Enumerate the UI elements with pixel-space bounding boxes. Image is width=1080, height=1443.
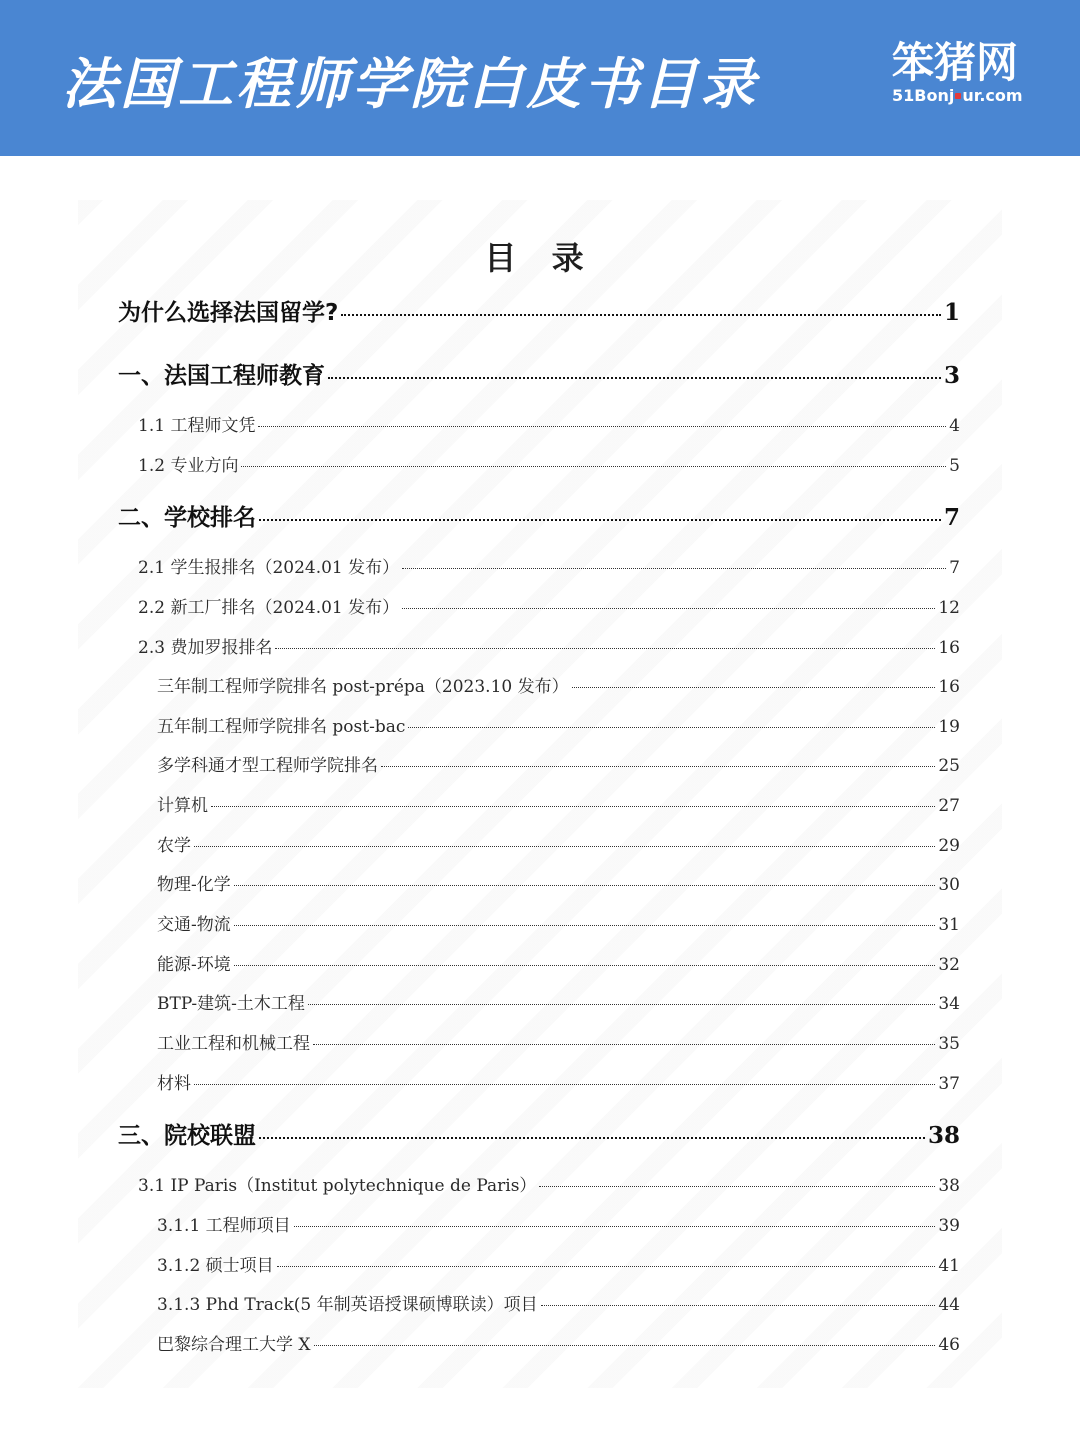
toc-entry-label: 2.3 费加罗报排名 — [138, 638, 273, 658]
toc-entry-label: 2.1 学生报排名（2024.01 发布） — [138, 558, 400, 578]
toc-entry-label: 3.1.2 硕士项目 — [157, 1256, 274, 1276]
toc-entry-page: 35 — [938, 1034, 960, 1054]
toc-entry-label: 巴黎综合理工大学 X — [157, 1335, 311, 1355]
dot-leader — [277, 1266, 936, 1267]
toc-entry[interactable] — [157, 712, 960, 737]
toc-entry-label: BTP-建筑-土木工程 — [157, 994, 305, 1014]
toc-entry[interactable] — [138, 451, 960, 476]
toc-entry[interactable] — [157, 1211, 960, 1236]
toc-entry-label: 3.1.1 工程师项目 — [157, 1216, 291, 1236]
toc-entry-page: 25 — [938, 756, 960, 776]
logo-chinese-text: 笨猪网 — [892, 38, 1019, 87]
toc-entry[interactable] — [157, 989, 960, 1014]
toc-entry-label: 物理-化学 — [157, 875, 231, 895]
toc-entry-page: 38 — [927, 1122, 960, 1149]
toc-entry[interactable] — [118, 1117, 960, 1150]
dot-leader — [234, 925, 936, 926]
toc-entry-page: 27 — [938, 796, 960, 816]
toc-entry-label: 1.1 工程师文凭 — [138, 416, 256, 436]
toc-entry-label: 为什么选择法国留学? — [118, 300, 339, 326]
dot-leader — [259, 1137, 925, 1139]
toc-entry[interactable] — [138, 1171, 960, 1196]
dot-leader — [234, 885, 936, 886]
dot-leader — [541, 1305, 936, 1306]
toc-entry-label: 3.1 IP Paris（Institut polytechnique de Paris） — [138, 1176, 537, 1196]
toc-entry-page: 44 — [938, 1295, 960, 1315]
toc-entry-page: 7 — [949, 558, 960, 578]
toc-entry[interactable] — [157, 672, 960, 697]
page-title: 法国工程师学院白皮书目录 — [62, 52, 759, 116]
dot-leader — [381, 766, 935, 767]
toc-entry-label: 多学科通才型工程师学院排名 — [157, 756, 378, 776]
toc-entry[interactable] — [138, 553, 960, 578]
toc-entry[interactable] — [157, 751, 960, 776]
toc-entry-page: 39 — [938, 1216, 960, 1236]
toc-entry[interactable] — [157, 791, 960, 816]
toc-entry-page: 16 — [938, 638, 960, 658]
toc-entry-page: 1 — [943, 299, 960, 326]
toc-entry-label: 二、学校排名 — [118, 505, 256, 531]
toc-entry[interactable] — [157, 1029, 960, 1054]
toc-entry[interactable] — [118, 357, 960, 390]
toc-entry-page: 29 — [938, 836, 960, 856]
toc-entry-page: 30 — [938, 875, 960, 895]
toc-entry-page: 12 — [938, 598, 960, 618]
toc-entry-label: 农学 — [157, 836, 191, 856]
logo-url-part2: ur.com — [962, 86, 1023, 105]
dot-leader — [259, 519, 941, 521]
toc-entry-page: 46 — [938, 1335, 960, 1355]
dot-leader — [241, 466, 946, 467]
toc-entry[interactable] — [157, 950, 960, 975]
dot-leader — [294, 1226, 936, 1227]
toc-entry[interactable] — [138, 411, 960, 436]
toc-entry-page: 37 — [938, 1074, 960, 1094]
toc-entry-label: 计算机 — [157, 796, 208, 816]
dot-leader — [408, 727, 935, 728]
toc-entry-page: 4 — [949, 416, 960, 436]
dot-leader — [402, 568, 946, 569]
dot-leader — [258, 426, 946, 427]
toc-entry[interactable] — [157, 1069, 960, 1094]
dot-leader — [402, 608, 935, 609]
dot-leader — [328, 377, 941, 379]
toc-entry-page: 32 — [938, 955, 960, 975]
toc-entry-page: 41 — [938, 1256, 960, 1276]
toc-entry-page: 7 — [943, 504, 960, 531]
dot-leader — [194, 846, 935, 847]
toc-entry-page: 31 — [938, 915, 960, 935]
toc-entry[interactable] — [157, 831, 960, 856]
toc-entry-page: 5 — [949, 456, 960, 476]
toc-entry-label: 五年制工程师学院排名 post-bac — [157, 717, 406, 737]
dot-leader — [572, 687, 936, 688]
toc-entry-label: 三、院校联盟 — [118, 1123, 256, 1149]
toc-entry[interactable] — [157, 1251, 960, 1276]
toc-entry[interactable] — [157, 1290, 960, 1315]
toc-entry-label: 一、法国工程师教育 — [118, 363, 325, 389]
toc-entry[interactable] — [157, 910, 960, 935]
toc-entry[interactable] — [157, 870, 960, 895]
dot-leader — [341, 314, 941, 316]
toc-heading: 目 录 — [484, 239, 596, 277]
dot-leader — [314, 1345, 936, 1346]
toc-entry[interactable] — [138, 593, 960, 618]
dot-leader — [211, 806, 935, 807]
toc-entry-label: 2.2 新工厂排名（2024.01 发布） — [138, 598, 400, 618]
toc-entry-label: 能源-环境 — [157, 955, 231, 975]
logo-dot-icon — [955, 93, 961, 99]
toc-entry-label: 3.1.3 Phd Track(5 年制英语授课硕博联读）项目 — [157, 1295, 538, 1315]
toc-entry-label: 三年制工程师学院排名 post-prépa（2023.10 发布） — [157, 677, 569, 697]
dot-leader — [539, 1186, 935, 1187]
dot-leader — [313, 1044, 935, 1045]
toc-entry-label: 1.2 专业方向 — [138, 456, 239, 476]
toc-entry[interactable] — [138, 633, 960, 658]
dot-leader — [234, 965, 936, 966]
toc-entry-page: 3 — [943, 362, 960, 389]
toc-entry-page: 19 — [938, 717, 960, 737]
logo-url-part1: 51Bonj — [892, 86, 955, 105]
toc-entry-label: 交通-物流 — [157, 915, 231, 935]
header-banner — [0, 0, 1080, 156]
toc-entry-label: 材料 — [157, 1074, 191, 1094]
toc-entry[interactable] — [118, 294, 960, 327]
dot-leader — [194, 1084, 935, 1085]
logo-url-text — [892, 86, 1024, 106]
toc-entry[interactable] — [157, 1330, 960, 1355]
brand-logo — [892, 38, 1024, 106]
toc-entry-page: 16 — [938, 677, 960, 697]
dot-leader — [308, 1004, 936, 1005]
toc-entry-page: 34 — [938, 994, 960, 1014]
dot-leader — [275, 648, 935, 649]
toc-entry[interactable] — [118, 499, 960, 532]
toc-entry-label: 工业工程和机械工程 — [157, 1034, 310, 1054]
toc-entry-page: 38 — [938, 1176, 960, 1196]
